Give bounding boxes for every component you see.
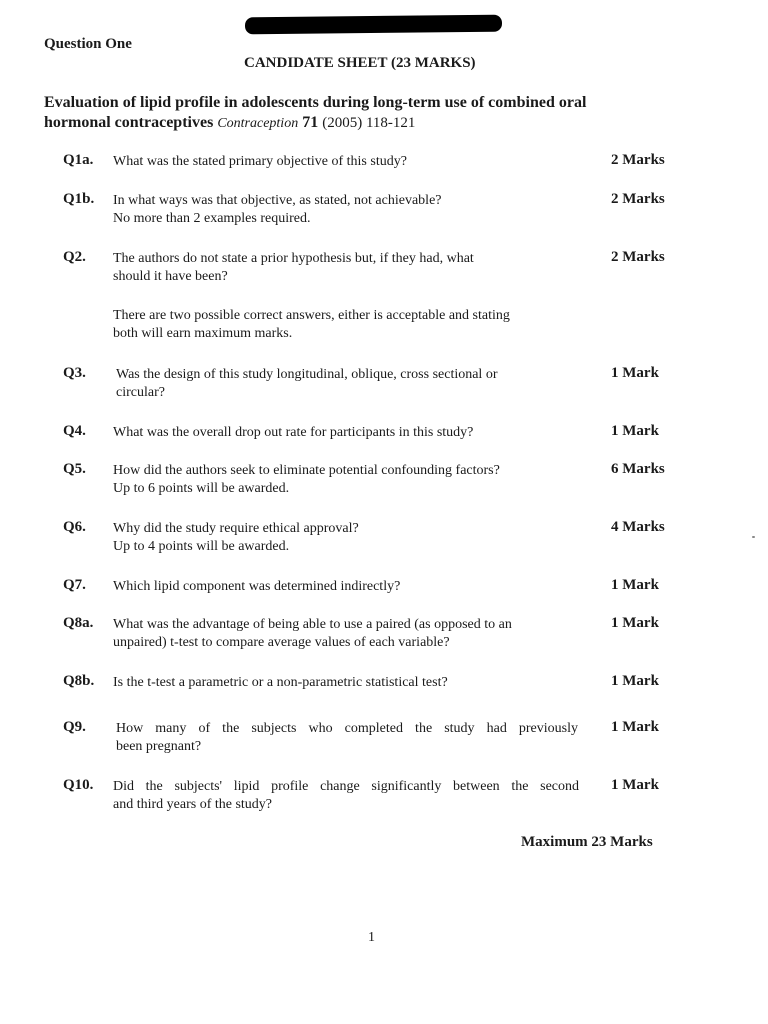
question-marks: 1 Mark: [611, 615, 659, 631]
question-number: Q7.: [63, 577, 86, 593]
question-marks: 4 Marks: [611, 519, 665, 535]
question-marks: 1 Mark: [611, 673, 659, 689]
question-text-line: Up to 4 points will be awarded.: [113, 539, 290, 554]
paper-title: [44, 93, 694, 134]
question-number: Q10.: [63, 777, 94, 793]
question-text-line: Up to 6 points will be awarded.: [113, 481, 290, 496]
question-number: Q8a.: [63, 615, 94, 631]
question-marks: 1 Mark: [611, 577, 659, 593]
question-marks: 1 Mark: [611, 719, 659, 735]
redaction-bar: [245, 15, 502, 35]
question-number: Q1a.: [63, 152, 94, 168]
question-text: [116, 720, 578, 756]
question-label: Question One: [44, 36, 132, 52]
question-text-line: should it have been?: [113, 269, 228, 284]
question-text: [113, 578, 583, 596]
question-text: [116, 366, 586, 402]
page-number: 1: [368, 930, 375, 945]
question-text-line: Why did the study require ethical approval?: [113, 521, 359, 536]
question-text-line: What was the stated primary objective of this study?: [113, 154, 407, 169]
question-marks: 2 Marks: [611, 152, 665, 168]
question-text-line: How many of the subjects who completed the study had previously: [116, 721, 578, 736]
sheet-title: CANDIDATE SHEET (23 MARKS): [244, 55, 476, 71]
question-marks: 2 Marks: [611, 249, 665, 265]
question-number: Q3.: [63, 365, 86, 381]
question-text: [113, 192, 583, 228]
question-marks: 2 Marks: [611, 191, 665, 207]
question-marks: 1 Mark: [611, 365, 659, 381]
question-number: Q9.: [63, 719, 86, 735]
paper-title-line2: hormonal contraceptives: [44, 114, 214, 131]
question-text: [113, 153, 583, 171]
question-text-line: been pregnant?: [116, 739, 202, 754]
question-text-line: No more than 2 examples required.: [113, 211, 311, 226]
question-text: [113, 674, 583, 692]
question-text-line: What was the overall drop out rate for participants in this study?: [113, 425, 474, 440]
journal-name: Contraception: [217, 116, 299, 131]
question-text-line: and third years of the study?: [113, 797, 273, 812]
question-marks: 1 Mark: [611, 423, 659, 439]
question-number: Q4.: [63, 423, 86, 439]
question-text-line: Did the subjects' lipid profile change significantly between the second: [113, 779, 579, 794]
question-text: [113, 520, 583, 556]
question-text-line: The authors do not state a prior hypothesis but, if they had, what: [113, 251, 474, 266]
question-number: Q8b.: [63, 673, 95, 689]
question-number: Q5.: [63, 461, 86, 477]
question-text: [113, 462, 583, 498]
scan-speck: [752, 536, 755, 538]
journal-volume: 71: [302, 114, 319, 131]
question-text-line: Which lipid component was determined indirectly?: [113, 579, 401, 594]
question-number: Q2.: [63, 249, 86, 265]
maximum-marks: Maximum 23 Marks: [521, 834, 653, 850]
question-text: [113, 424, 583, 442]
question-note-line: both will earn maximum marks.: [113, 326, 293, 341]
question-text: [113, 778, 579, 814]
question-text-line: circular?: [116, 385, 165, 400]
question-text-line: What was the advantage of being able to use a paired (as opposed to an: [113, 617, 512, 632]
question-number: Q6.: [63, 519, 86, 535]
question-number: Q1b.: [63, 191, 95, 207]
question-note: [113, 307, 583, 343]
journal-citation: (2005) 118-121: [322, 115, 416, 131]
paper-title-line1: Evaluation of lipid profile in adolescents during long-term use of combined oral: [44, 94, 587, 111]
question-marks: 6 Marks: [611, 461, 665, 477]
question-text-line: unpaired) t-test to compare average values of each variable?: [113, 635, 450, 650]
question-marks: 1 Mark: [611, 777, 659, 793]
question-note-line: There are two possible correct answers, either is acceptable and stating: [113, 308, 510, 323]
question-text-line: Was the design of this study longitudinal, oblique, cross sectional or: [116, 367, 498, 382]
question-text-line: How did the authors seek to eliminate potential confounding factors?: [113, 463, 500, 478]
question-text-line: In what ways was that objective, as stated, not achievable?: [113, 193, 442, 208]
question-text: [113, 250, 583, 286]
question-text-line: Is the t-test a parametric or a non-parametric statistical test?: [113, 675, 448, 690]
question-text: [113, 616, 583, 652]
